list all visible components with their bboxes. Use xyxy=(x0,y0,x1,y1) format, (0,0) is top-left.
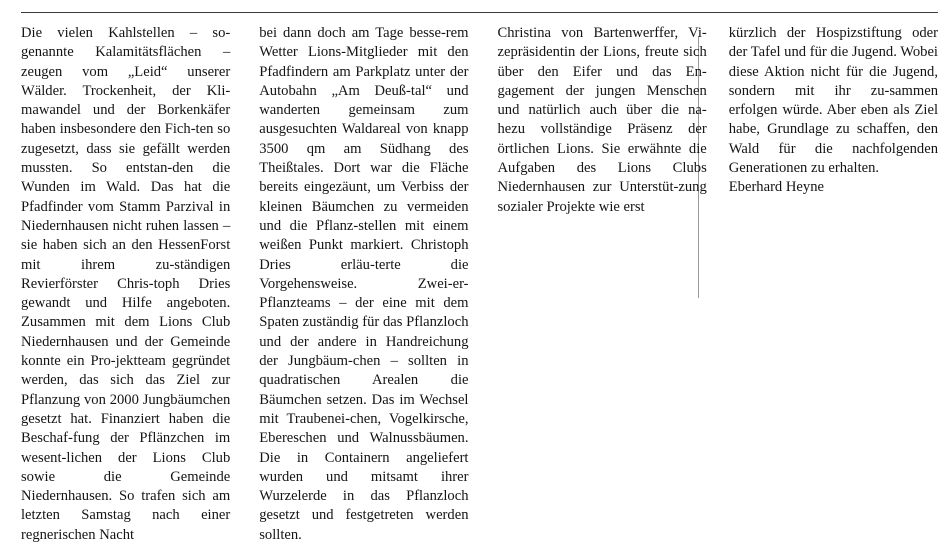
article-column-4 xyxy=(729,24,938,545)
column-4-text: kürzlich der Hospizstiftung oder der Tafel und für die Jugend. Wobei diese Aktion nicht für die Jugend, sondern mit ihr zu-sammen erfolgen würde. Aber eben als Ziel habe, Grundlage zu schaffen, den Wald für die nachfolgenden Generationen zu erhalten. xyxy=(728,25,938,177)
article-column-3 xyxy=(498,24,707,545)
article-column-1 xyxy=(21,24,230,545)
article-author-byline: Eberhard Heyne xyxy=(728,179,824,196)
article-column-2 xyxy=(259,24,468,545)
article-columns xyxy=(21,24,938,545)
column-3-text: Christina von Bartenwerffer, Vi-zepräsidentin der Lions, freute sich über den Eifer und das En-gagement der jungen Menschen und natürlich auch über die na-hezu vollständige Präsenz der örtlichen Lions. Sie erwähnte die Aufgaben des Lions Clubs Niedernhausen zur Unterstüt-zung sozialer Projekte wie erst xyxy=(497,25,707,215)
column-2-text: bei dann doch am Tage besse-rem Wetter Lions-Mitglieder mit den Pfadfindern am Parkplatz unter der Autobahn „Am Deuß-tal“ und wanderten gemeinsam zum ausgesuchten Waldareal von knapp 3500 qm am Südhang des Theißtales. Dort war die Fläche bereits eingezäunt, um Verbiss der kleinen Bäumchen zu vermeiden und die Pflanz-stellen mit einem weißen Punkt markiert. Christoph Dries erläu-terte die Vorgehensweise. Zwei-er-Pflanzteams – der eine mit dem Spaten zuständig für das Pflanzloch und der andere in Handreichung der Jungbäum-chen – sollten in quadratischen Arealen die Bäumchen setzen. Das im Wechsel mit Traubenei-chen, Vogelkirsche, Ebereschen und Walnussbäumen. Die in Containern angeliefert wurden und mitsamt ihrer Wurzelerde in das Pflanzloch gesetzt und festgetreten werden sollten. xyxy=(259,25,469,543)
horizontal-rule-top xyxy=(21,12,938,13)
column-1-text: Die vielen Kahlstellen – so-genannte Kalamitätsflächen – zeugen vom „Leid“ unserer Wälder. Trockenheit, der Kli-mawandel und der Borkenkäfer haben insbesondere den Fich-ten so zugesetzt, dass sie gefällt werden mussten. So entstan-den die Wunden im Wald. Das hat die Pfadfinder vom Stamm Parzival in Niedernhausen nicht ruhen lassen – sie haben sich an den HessenForst mit ihrem zu-ständigen Revierförster Chris-toph Dries gewandt und Hilfe angeboten. Zusammen mit dem Lions Club Niedernhausen und der Gemeinde konnte ein Pro-jektteam gegründet werden, das sich das Ziel zur Pflanzung von 2000 Jungbäumchen gesetzt hat. Finanziert haben die Beschaf-fung der Pflänzchen im wesent-lichen der Lions Club sowie die Gemeinde Niedernhausen. So trafen sich am letzten Samstag nach einer regnerischen Nacht xyxy=(21,25,231,543)
